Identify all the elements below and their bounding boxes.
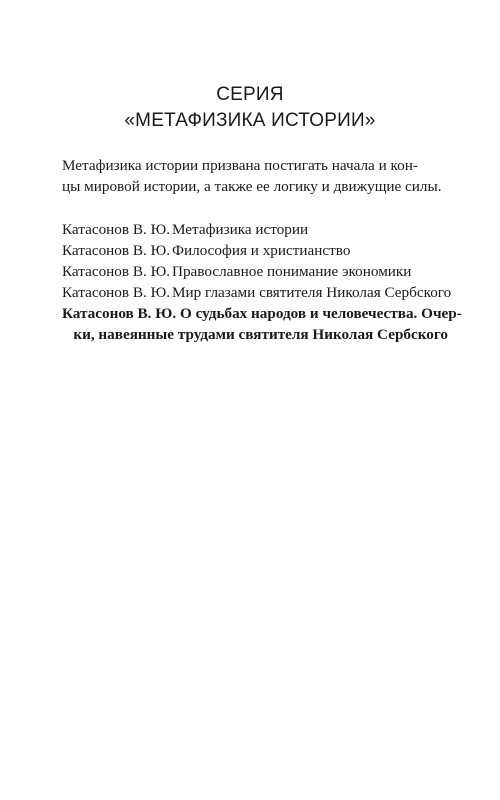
book-item bbox=[62, 240, 448, 261]
book-author: Катасонов В. Ю. bbox=[62, 284, 170, 301]
series-label: СЕРИЯ bbox=[216, 84, 284, 105]
book-item bbox=[62, 219, 448, 240]
book-title: Метафизика истории bbox=[172, 221, 309, 238]
book-author: Катасонов В. Ю. bbox=[62, 242, 170, 259]
series-description bbox=[62, 155, 448, 197]
book-title: Православное понимание экономики bbox=[172, 263, 412, 280]
description-line-2: цы мировой истории, а также ее логику и движущие силы. bbox=[62, 178, 442, 195]
book-author: Катасонов В. Ю. bbox=[62, 263, 170, 280]
book-list bbox=[62, 219, 462, 345]
series-title: «МЕТАФИЗИКА ИСТОРИИ» bbox=[124, 110, 376, 131]
book-author: Катасонов В. Ю. bbox=[62, 221, 170, 238]
description-line-1: Метафизика истории призвана постигать начала и кон- bbox=[62, 157, 418, 174]
featured-book-line-2: ки, навеянные трудами святителя Николая Сербского bbox=[73, 326, 448, 343]
book-title: Философия и христианство bbox=[172, 242, 351, 259]
series-heading bbox=[0, 82, 500, 134]
featured-book-line-1: Катасонов В. Ю. О судьбах народов и человечества. Очер- bbox=[62, 305, 462, 322]
book-item bbox=[62, 261, 448, 282]
book-item bbox=[62, 282, 452, 303]
book-title: Мир глазами святителя Николая Сербского bbox=[172, 284, 452, 301]
featured-book-item bbox=[62, 303, 462, 345]
